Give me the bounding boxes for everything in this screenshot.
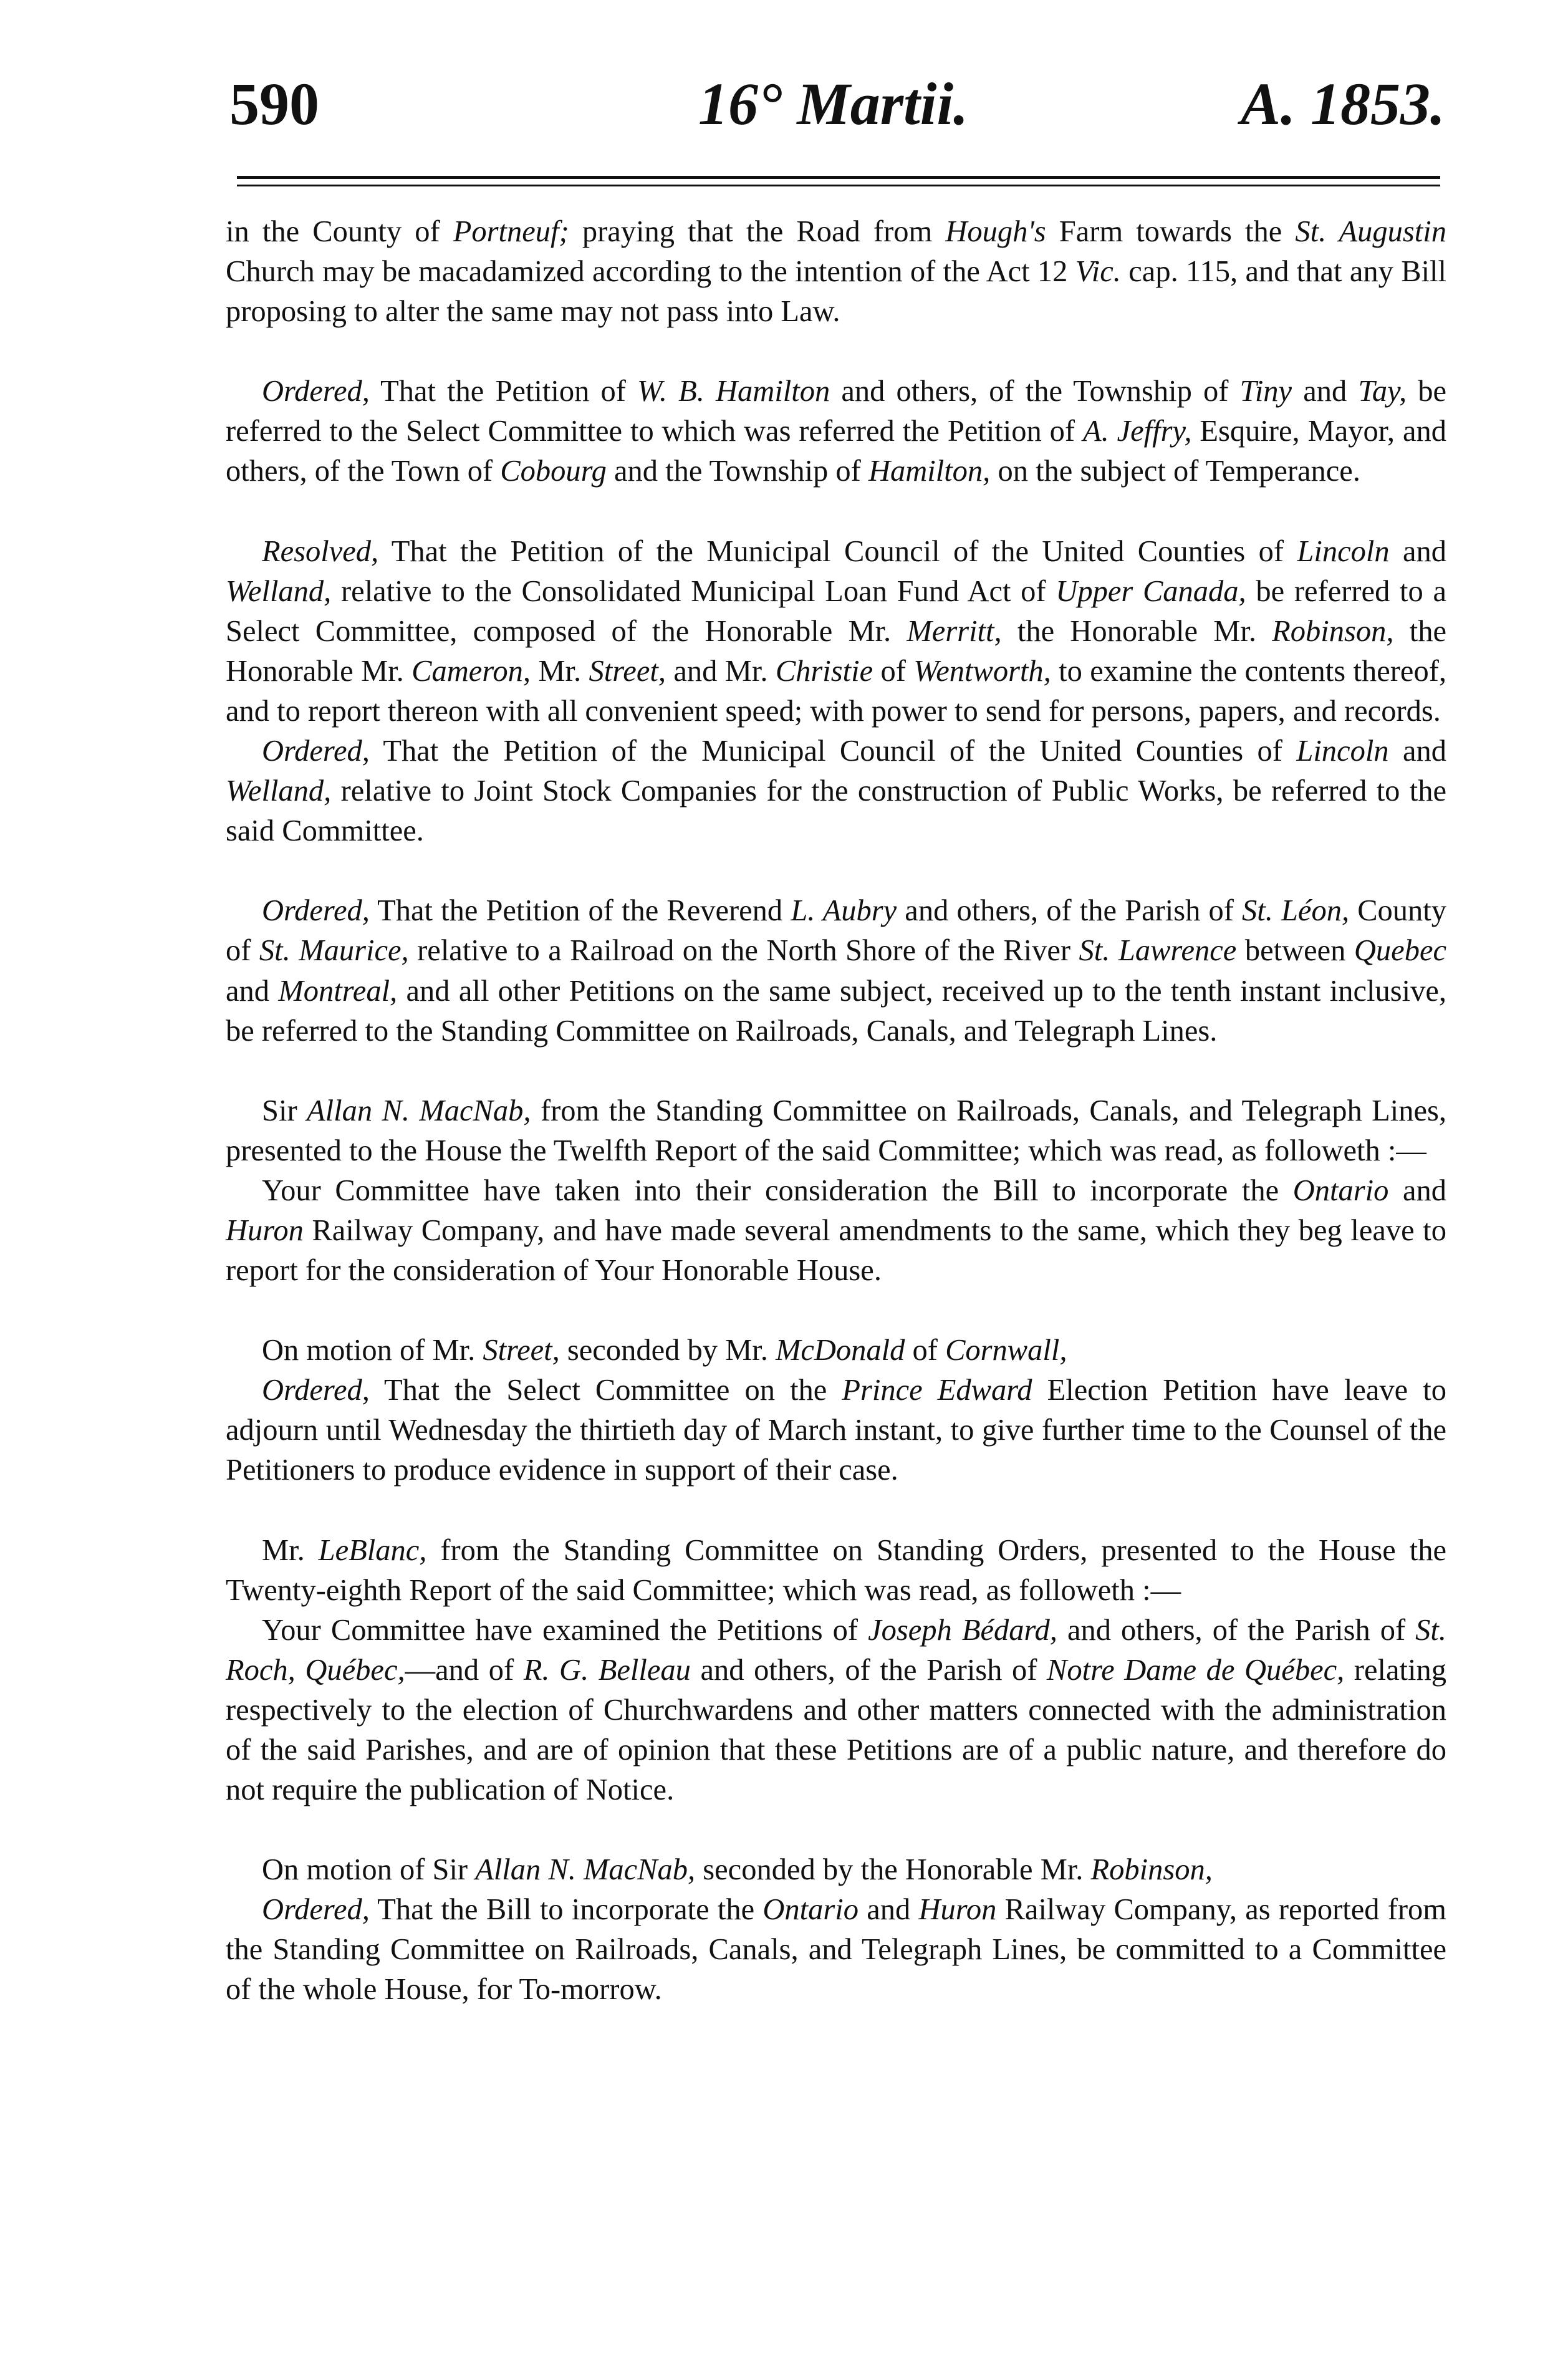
italic-run: Upper Canada,: [1056, 574, 1246, 608]
italic-run: Lincoln: [1296, 735, 1389, 768]
text-run: the Honorable Mr.: [226, 614, 1446, 688]
text-run: That the Petition of the Reverend: [369, 894, 791, 928]
paragraph-motion-street: [226, 1331, 1446, 1371]
italic-run: Montreal,: [278, 974, 398, 1008]
text-run: relative to Joint Stock Companies for the construction of Public Works, be referred to the said Committee.: [226, 774, 1446, 848]
text-run: That the Bill to incorporate the: [369, 1893, 763, 1927]
italic-run: R. G. Belleau: [523, 1653, 691, 1687]
italic-run: Ontario: [1292, 1174, 1389, 1207]
text-run: and others, of the Parish of: [1057, 1613, 1416, 1647]
italic-run: Prince Edward: [842, 1374, 1032, 1407]
text-run: and others, of the Parish of: [690, 1653, 1047, 1687]
italic-run: St. Maurice,: [259, 934, 409, 968]
text-run: between: [1236, 934, 1354, 968]
italic-run: Huron: [918, 1893, 997, 1927]
italic-run: Huron: [226, 1213, 304, 1247]
text-run: Your Committee have taken into their consideration the Bill to incorporate the: [262, 1174, 1293, 1207]
text-run: and: [1389, 534, 1446, 568]
italic-run: Christie: [775, 654, 873, 688]
italic-run: Cameron,: [411, 654, 531, 688]
italic-run: St. Augustin: [1295, 215, 1446, 248]
text-run: relative to the Consolidated Municipal Loan Fund Act of: [331, 574, 1056, 608]
italic-run: Ordered,: [262, 735, 370, 768]
text-run: On motion of Sir: [262, 1853, 476, 1887]
italic-run: Ordered,: [262, 375, 370, 408]
text-run: of: [873, 654, 914, 688]
text-run: Church may be macadamized according to the intention of the Act 12: [226, 255, 1075, 289]
italic-run: Cobourg: [500, 455, 607, 488]
text-run: and all other Petitions on the same subject, received up to the tenth instant inclusive, be referred to the Standing Committee on Railroads, Canals, and Telegraph Lines.: [226, 974, 1446, 1048]
paragraph-joint-stock-order: [226, 731, 1446, 851]
text-run: and: [1388, 735, 1446, 768]
text-run: and Mr.: [665, 654, 776, 688]
text-run: relating respectively to the election of Churchwardens and other matters connected with the administration of the said Parishes, and are of opinion that these Petitions are of a public nature, and therefore do not require the publication of Notice.: [226, 1653, 1446, 1807]
page-year: A. 1853.: [1241, 70, 1446, 137]
text-run: be referred to the Select Committee to which was referred the Petition of: [226, 375, 1446, 448]
italic-run: Ordered,: [262, 1893, 370, 1927]
text-run: from the Standing Committee on Railroads, Canals, and Telegraph Lines, presented to the House the Twelfth Report of the said Committee; which was read, as followeth :—: [226, 1094, 1447, 1167]
text-run: Mr.: [531, 654, 589, 688]
text-run: on the subject of Temperance.: [990, 455, 1360, 488]
italic-run: A. Jeffry,: [1082, 415, 1192, 448]
paragraph-standing-orders-text: [226, 1611, 1446, 1810]
italic-run: LeBlanc,: [318, 1533, 427, 1567]
italic-run: Joseph Bédard,: [868, 1613, 1057, 1647]
text-run: Farm towards the: [1046, 215, 1296, 248]
text-run: Mr.: [262, 1533, 319, 1567]
paragraph-temperance-order: [226, 372, 1446, 491]
text-run: That the Petition of the Municipal Council of the United Counties of: [378, 534, 1297, 568]
italic-run: L. Aubry: [791, 894, 897, 928]
header-rule-thin: [237, 185, 1440, 186]
text-run: cap. 115, and that any Bill proposing to alter the same may not pass into Law.: [226, 255, 1447, 329]
text-run: Esquire, Mayor, and others, of the Town of: [226, 415, 1446, 488]
paragraph-loan-fund-resolution: [226, 532, 1446, 731]
text-run: and: [1388, 1174, 1447, 1207]
italic-run: Robinson,: [1090, 1853, 1213, 1887]
italic-run: Lincoln: [1297, 534, 1390, 568]
text-run: That the Petition of the Municipal Council of the United Counties of: [369, 735, 1297, 768]
text-run: Your Committee have examined the Petitions of: [262, 1613, 868, 1647]
text-run: in the County of: [226, 215, 453, 248]
italic-run: Portneuf;: [453, 215, 569, 248]
italic-run: Robinson,: [1272, 614, 1394, 648]
italic-run: Allan N. MacNab,: [307, 1094, 531, 1127]
text-run: On motion of Mr.: [262, 1334, 483, 1367]
text-run: of: [905, 1334, 946, 1367]
italic-run: Tay,: [1358, 375, 1407, 408]
italic-run: Ordered,: [262, 894, 370, 928]
italic-run: Cornwall,: [945, 1334, 1067, 1367]
header-rule-thick: [237, 176, 1440, 179]
italic-run: Tiny: [1239, 375, 1292, 408]
italic-run: Hamilton,: [868, 455, 991, 488]
paragraph-petition-road: [226, 212, 1446, 332]
italic-run: Resolved,: [262, 534, 379, 568]
text-run: and the Township of: [606, 455, 868, 488]
text-run: and: [226, 974, 279, 1008]
page-number: 590: [229, 70, 319, 137]
italic-run: St. Léon,: [1241, 894, 1350, 928]
text-run: praying that the Road from: [569, 215, 946, 248]
italic-run: McDonald: [775, 1334, 905, 1367]
italic-run: Street,: [589, 654, 666, 688]
italic-run: Quebec: [1354, 934, 1446, 968]
italic-run: St. Roch, Québec,: [226, 1613, 1447, 1687]
paragraph-leblanc-report: [226, 1531, 1446, 1611]
text-run: Sir: [262, 1094, 307, 1127]
italic-run: St. Lawrence: [1079, 934, 1237, 968]
text-run: Railway Company, and have made several amendments to the same, which they beg leave to report for the consideration of Your Honorable House.: [226, 1213, 1446, 1288]
italic-run: Notre Dame de Québec,: [1047, 1653, 1345, 1687]
text-run: Railway Company, as reported from the Standing Committee on Railroads, Canals, and Telegraph Lines, be committed to a Committee of the whole House, for To-morrow.: [226, 1893, 1446, 2007]
page-date: 16° Martii.: [698, 70, 969, 137]
paragraph-railroad-petition-order: [226, 891, 1446, 1051]
text-run: be referred to a Select Committee, composed of the Honorable Mr.: [226, 574, 1447, 648]
text-run: County of: [226, 894, 1447, 968]
italic-run: Welland,: [226, 774, 332, 808]
text-run: Election Petition have leave to adjourn until Wednesday the thirtieth day of March instant, to give further time to the Counsel of the Petitioners to produce evidence in support of their case.: [226, 1374, 1446, 1487]
italic-run: Welland,: [226, 574, 332, 608]
text-run: That the Select Committee on the: [369, 1374, 842, 1407]
italic-run: Allan N. MacNab,: [475, 1853, 696, 1887]
italic-run: Street,: [483, 1334, 560, 1367]
italic-run: Merritt,: [907, 614, 1002, 648]
italic-run: W. B. Hamilton: [637, 375, 830, 408]
text-run: seconded by the Honorable Mr.: [695, 1853, 1091, 1887]
paragraph-report-text: [226, 1171, 1446, 1291]
paragraph-twelfth-report: [226, 1091, 1446, 1171]
italic-run: Ordered,: [262, 1374, 370, 1407]
text-run: and others, of the Township of: [830, 375, 1240, 408]
text-run: and: [1292, 375, 1359, 408]
paragraph-bill-committed-order: [226, 1890, 1446, 2010]
text-run: relative to a Railroad on the North Shore of the River: [408, 934, 1079, 968]
italic-run: Wentworth,: [913, 654, 1051, 688]
text-run: —and of: [405, 1653, 524, 1687]
italic-run: Hough's: [945, 215, 1046, 248]
text-run: and others, of the Parish of: [897, 894, 1242, 928]
text-run: and: [858, 1893, 919, 1927]
paragraph-prince-edward-order: [226, 1371, 1446, 1490]
text-run: That the Petition of: [369, 375, 637, 408]
text-run: seconded by Mr.: [559, 1334, 776, 1367]
paragraph-motion-macnab: [226, 1850, 1446, 1890]
journal-body: [226, 212, 1446, 2010]
italic-run: Ontario: [762, 1893, 859, 1927]
text-run: the Honorable Mr.: [1001, 614, 1272, 648]
italic-run: Vic.: [1075, 255, 1121, 289]
text-run: to examine the contents thereof, and to report thereon with all convenient speed; with power to send for persons, papers, and records.: [226, 654, 1446, 728]
text-run: from the Standing Committee on Standing Orders, presented to the House the Twenty-eighth Report of the said Committee; which was read, as followeth :—: [226, 1533, 1446, 1607]
